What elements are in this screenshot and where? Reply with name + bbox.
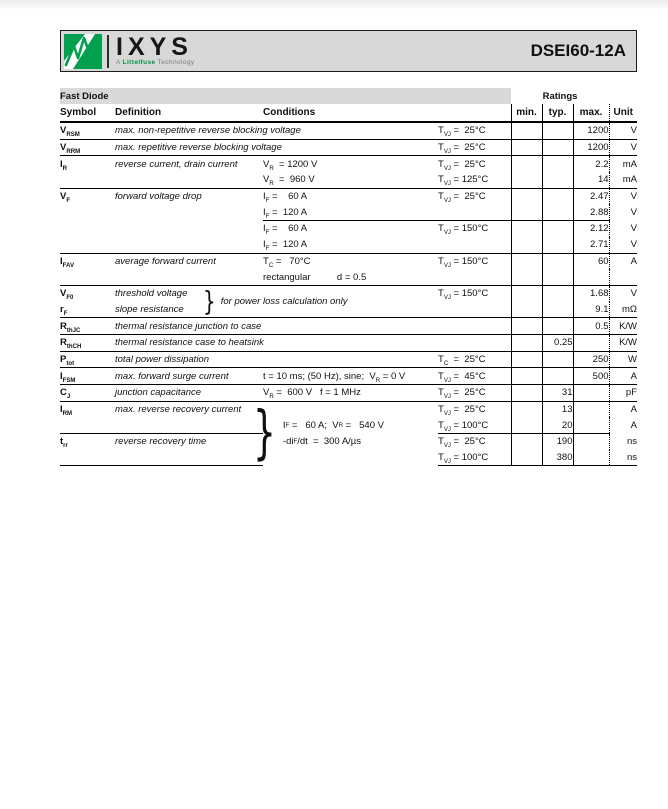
cell-conditions: $I_F$ = 60 A xyxy=(263,188,438,204)
table-row xyxy=(60,253,637,269)
cell-typ xyxy=(542,368,573,385)
cell-symbol xyxy=(60,450,115,466)
cell-typ xyxy=(542,188,573,204)
cell-unit: mΩ xyxy=(609,302,637,318)
cell-min xyxy=(511,351,542,368)
cell-symbol: $V_{RSM}$ xyxy=(60,122,115,139)
cell-symbol: $I_{FAV}$ xyxy=(60,253,115,269)
cell-symbol xyxy=(60,417,115,433)
cell-unit: pF xyxy=(609,385,637,402)
table-row xyxy=(60,285,637,301)
cell-min xyxy=(511,188,542,204)
cell-definition: threshold voltage xyxy=(115,288,188,300)
cell-definition xyxy=(115,269,263,285)
ratings-table xyxy=(60,88,637,466)
cell-typ xyxy=(542,156,573,172)
cell-temperature: $T_{VJ} = 150^\circ C$ xyxy=(438,285,511,301)
cell-typ xyxy=(542,204,573,220)
cell-temperature: $T_{VJ} = 25^\circ C$ xyxy=(438,385,511,402)
cell-conditions: I F = 60 A; V R = 540 V xyxy=(282,420,384,432)
cell-conditions: $V_R = 960$ V xyxy=(263,174,315,188)
cell-unit: V xyxy=(609,221,637,237)
cell-min xyxy=(511,385,542,402)
cell-symbol: $C_J$ xyxy=(60,385,115,402)
cell-max: 14 xyxy=(573,172,609,188)
cell-definition: thermal resistance junction to case xyxy=(115,318,263,335)
cell-typ: 190 xyxy=(542,434,573,450)
cell-conditions xyxy=(263,334,438,351)
cell-max: 250 xyxy=(573,351,609,368)
cell-unit: A xyxy=(609,368,637,385)
brand-tagline xyxy=(116,59,195,66)
cell-unit: mA xyxy=(609,156,637,172)
cell-max: 2.12 xyxy=(573,221,609,237)
table-row xyxy=(60,351,637,368)
cell-definition xyxy=(115,204,263,220)
cell-temperature: $T_{VJ} = 100^\circ C$ xyxy=(438,419,489,433)
cell-definition: reverse recovery time xyxy=(115,434,263,450)
cell-min xyxy=(511,269,542,285)
table-row xyxy=(60,368,637,385)
cell-max: 60 xyxy=(573,253,609,269)
cell-temperature: $T_{VJ} = 25^\circ C$ xyxy=(438,139,511,156)
cell-typ xyxy=(542,237,573,253)
cell-min xyxy=(511,434,542,450)
col-header-symbol: Symbol xyxy=(60,104,115,122)
table-row xyxy=(60,221,637,237)
cell-definition: total power dissipation xyxy=(115,351,263,368)
cell-min xyxy=(511,401,542,417)
cell-typ xyxy=(542,122,573,139)
logo-divider xyxy=(107,35,109,68)
cell-max xyxy=(573,434,609,450)
cell-symbol xyxy=(60,269,115,285)
cell-conditions: $I_F$ = 60 A xyxy=(263,221,438,237)
cell-temperature: $T_{VJ} = 100^\circ C$ xyxy=(438,450,511,466)
cell-temperature xyxy=(438,302,511,318)
cell-unit: V xyxy=(609,139,637,156)
tagline-prefix: A xyxy=(116,59,121,66)
ixys-logo xyxy=(64,31,195,71)
cell-conditions: rectangular d = 0.5 xyxy=(263,271,367,283)
cell-temperature: $T_{VJ} = 25^\circ C$ xyxy=(438,188,511,204)
col-header-typ: typ. xyxy=(542,104,573,122)
cell-typ xyxy=(542,351,573,368)
cell-definition xyxy=(115,221,263,237)
cell-max: 1.68 xyxy=(573,285,609,301)
page-top-shadow xyxy=(0,0,668,10)
cell-min xyxy=(511,221,542,237)
table-row xyxy=(60,237,637,253)
cell-unit: V xyxy=(609,122,637,139)
cell-unit: V xyxy=(609,285,637,301)
brace-icon: } xyxy=(203,284,216,318)
cell-symbol: $R_{thCH}$ xyxy=(60,334,115,351)
cell-symbol: $V_F$ xyxy=(60,188,115,204)
cell-max: 500 xyxy=(573,368,609,385)
cell-typ: 31 xyxy=(542,385,573,402)
cell-typ: 13 xyxy=(542,401,573,417)
cell-definition: max. forward surge current xyxy=(115,368,263,385)
cell-definition: forward voltage drop xyxy=(115,188,263,204)
cell-definition xyxy=(115,237,263,253)
cell-min xyxy=(511,368,542,385)
cell-conditions: $I_F = 120$ A xyxy=(263,239,308,253)
cell-definition xyxy=(115,172,263,188)
cell-max xyxy=(573,269,609,285)
cell-min xyxy=(511,334,542,351)
cell-unit: V xyxy=(609,204,637,220)
cell-symbol: $r_F$ xyxy=(60,303,68,317)
cell-symbol: $t_{rr}$ xyxy=(60,434,115,450)
cell-definition: average forward current xyxy=(115,253,263,269)
cell-definition: max. non-repetitive reverse blocking voltage xyxy=(115,122,263,139)
tagline-suffix: Technology xyxy=(157,59,195,66)
cell-min xyxy=(511,204,542,220)
cell-typ xyxy=(542,139,573,156)
cell-typ xyxy=(542,172,573,188)
cell-unit: V xyxy=(609,188,637,204)
cell-definition: junction capacitance xyxy=(115,385,263,402)
table-row xyxy=(60,318,637,335)
cell-symbol xyxy=(60,172,115,188)
cell-temperature: $T_C = 25^\circ C$ xyxy=(438,351,511,368)
cell-typ xyxy=(542,302,573,318)
column-header-row xyxy=(60,104,637,122)
cell-unit xyxy=(609,269,637,285)
col-header-max: max. xyxy=(573,104,609,122)
cell-temperature: $T_{VJ} = 25^\circ C$ xyxy=(438,122,511,139)
cell-typ xyxy=(542,285,573,301)
table-row xyxy=(60,269,637,285)
cell-unit: W xyxy=(609,351,637,368)
col-header-min: min. xyxy=(511,104,542,122)
cell-typ xyxy=(542,253,573,269)
ixys-logo-icon xyxy=(64,34,102,69)
brand-name: IXYS xyxy=(116,33,193,61)
cell-max xyxy=(573,450,609,466)
cell-max xyxy=(573,334,609,351)
table-row xyxy=(60,204,637,220)
cell-max: 9.1 xyxy=(573,302,609,318)
cell-temperature xyxy=(438,318,511,335)
table-row xyxy=(60,385,637,402)
cell-max xyxy=(573,385,609,402)
cell-unit: A xyxy=(609,253,637,269)
cell-unit: mA xyxy=(609,172,637,188)
table-row xyxy=(60,156,637,172)
cell-min xyxy=(511,318,542,335)
cell-conditions: $V_R = 600$ V f = 1 MHz xyxy=(263,385,438,402)
cell-empty xyxy=(609,88,637,104)
cell-temperature: $T_{VJ} = 25^\circ C$ xyxy=(438,434,511,450)
cell-typ xyxy=(542,269,573,285)
cell-symbol xyxy=(60,204,115,220)
cell-max: 2.2 xyxy=(573,156,609,172)
cell-symbol: $I_{FSM}$ xyxy=(60,368,115,385)
cell-symbol xyxy=(60,237,115,253)
cell-symbol: $V_{F0}$ xyxy=(60,285,115,301)
cell-definition xyxy=(115,450,263,466)
brace-icon: } xyxy=(253,401,276,467)
cell-min xyxy=(511,172,542,188)
cell-conditions: $I_F = 120$ A xyxy=(263,206,308,220)
cell-temperature: $T_{VJ} = 150^\circ C$ xyxy=(438,253,511,269)
cell-min xyxy=(511,450,542,466)
cell-unit: A xyxy=(609,401,637,417)
cell-symbol: $I_{RM}$ xyxy=(60,401,115,417)
cell-min xyxy=(511,417,542,433)
cell-max: 0.5 xyxy=(573,318,609,335)
cell-max: 2.88 xyxy=(573,204,609,220)
table-row xyxy=(60,172,637,188)
cell-symbol: $P_{tot}$ xyxy=(60,351,115,368)
part-number: DSEI60-12A xyxy=(530,41,626,60)
cell-symbol: $R_{thJC}$ xyxy=(60,318,115,335)
cell-unit: ns xyxy=(609,434,637,450)
cell-unit: K/W xyxy=(609,318,637,335)
cell-unit: ns xyxy=(609,450,637,466)
cell-unit: K/W xyxy=(609,334,637,351)
cell-definition: slope resistance xyxy=(115,303,184,315)
cell-min xyxy=(511,253,542,269)
cell-max: 2.71 xyxy=(573,237,609,253)
table-row xyxy=(60,401,637,417)
col-header-conditions: Conditions xyxy=(263,104,511,122)
cell-min xyxy=(511,237,542,253)
cell-symbol: $V_{RRM}$ xyxy=(60,139,115,156)
cell-temperature: $T_{VJ} = 25^\circ C$ xyxy=(438,156,511,172)
cell-min xyxy=(511,156,542,172)
cell-conditions xyxy=(263,318,438,335)
cell-unit: V xyxy=(609,237,637,253)
col-header-definition: Definition xyxy=(115,104,263,122)
cell-max: 1200 xyxy=(573,122,609,139)
cell-conditions: $V_R = 1200$ V xyxy=(263,156,438,172)
cell-conditions xyxy=(263,351,438,368)
cell-temperature xyxy=(438,269,511,285)
cell-min xyxy=(511,139,542,156)
cell-temperature xyxy=(438,237,511,253)
cell-conditions xyxy=(263,139,438,156)
cell-typ xyxy=(542,318,573,335)
cell-max: 1200 xyxy=(573,139,609,156)
cell-conditions-group xyxy=(253,401,438,467)
cell-typ: 380 xyxy=(542,450,573,466)
cell-typ: 20 xyxy=(542,417,573,433)
cell-conditions: -di F /dt = 300 A/µs xyxy=(282,436,362,448)
cell-definition-group xyxy=(115,285,438,317)
cell-conditions: t = 10 ms; (50 Hz), sine; $V_R = 0$ V xyxy=(263,368,438,385)
cell-definition xyxy=(115,417,263,433)
table-row xyxy=(60,122,637,139)
cell-min xyxy=(511,302,542,318)
cell-max xyxy=(573,417,609,433)
table-row xyxy=(60,139,637,156)
cell-temperature xyxy=(438,334,511,351)
note-text: for power loss calculation only xyxy=(220,296,348,308)
cell-definition: reverse current, drain current xyxy=(115,156,263,172)
table-section-row xyxy=(60,88,637,104)
cell-max: 2.47 xyxy=(573,188,609,204)
table-row xyxy=(60,188,637,204)
cell-symbol: $I_R$ xyxy=(60,156,115,172)
header-bar xyxy=(60,30,637,72)
cell-temperature: $T_{VJ} = 150^\circ C$ xyxy=(438,221,511,237)
cell-max xyxy=(573,401,609,417)
cell-definition: thermal resistance case to heatsink xyxy=(115,334,263,351)
col-header-unit: Unit xyxy=(609,104,637,122)
cell-temperature: $T_{VJ} = 25^\circ C$ xyxy=(438,401,511,417)
cell-temperature xyxy=(438,204,511,220)
brand-text xyxy=(116,33,195,66)
ratings-header: Ratings xyxy=(542,90,578,102)
cell-typ xyxy=(542,221,573,237)
cell-typ: 0.25 xyxy=(542,334,573,351)
cell-min xyxy=(511,285,542,301)
cell-min xyxy=(511,122,542,139)
tagline-brand: Littelfuse xyxy=(122,59,156,66)
table-row xyxy=(60,334,637,351)
cell-temperature: $T_{VJ} = 45^\circ C$ xyxy=(438,368,511,385)
section-title: Fast Diode xyxy=(60,88,511,104)
cell-symbol xyxy=(60,221,115,237)
cell-unit: A xyxy=(609,417,637,433)
cell-definition: max. reverse recovery current xyxy=(115,401,263,417)
cell-definition: max. repetitive reverse blocking voltage xyxy=(115,139,263,156)
cell-conditions: $T_C = 70^\circ C$ xyxy=(263,253,438,269)
cell-temperature: $T_{VJ} = 125^\circ C$ xyxy=(438,174,489,188)
